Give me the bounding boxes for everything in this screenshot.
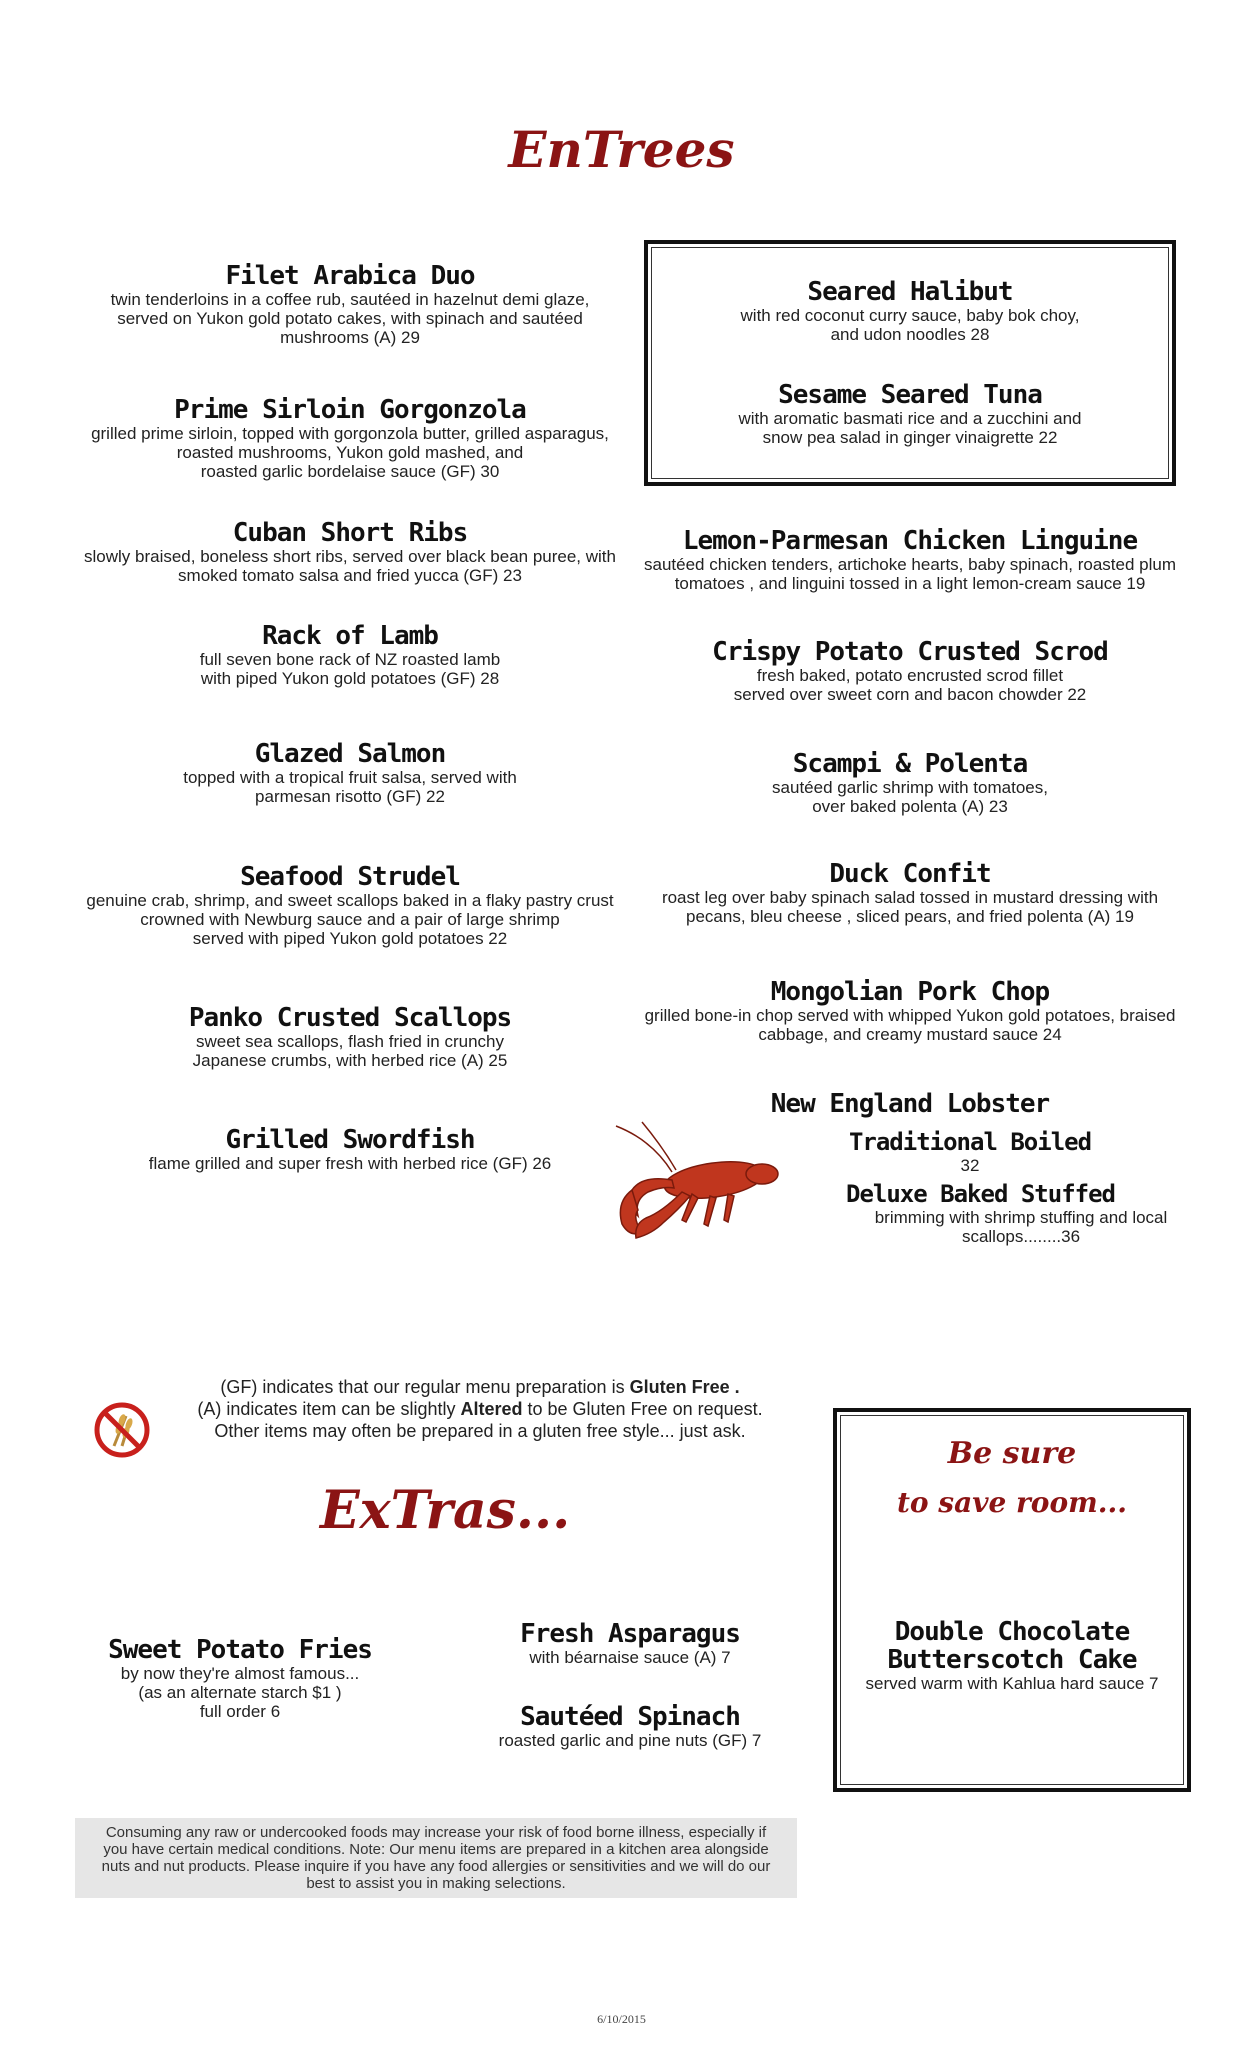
right-entree-item-desc: over baked polenta (A) 23: [812, 797, 1008, 816]
lobster-stuffed: [846, 1180, 1186, 1246]
left-entree-item-name: Glazed Salmon: [254, 739, 446, 769]
boxed-entree-item-name: Seared Halibut: [807, 277, 1013, 307]
left-entree-item-desc: roasted garlic bordelaise sauce (GF) 30: [200, 462, 500, 481]
disclaimer-line: best to assist you in making selections.: [306, 1875, 566, 1892]
lobster-boiled-price: 32: [960, 1156, 980, 1175]
left-entree-item-desc: genuine crab, shrimp, and sweet scallops baked in a flaky pastry crust: [86, 891, 614, 910]
left-entree-item: [70, 519, 630, 585]
right-entree-item-desc: tomatoes , and linguini tossed in a light lemon-cream sauce 19: [674, 574, 1146, 593]
left-entree-item-name: Seafood Strudel: [240, 862, 460, 892]
boxed-entree-item-desc: snow pea salad in ginger vinaigrette 22: [762, 428, 1058, 447]
left-entree-item-desc: mushrooms (A) 29: [280, 328, 420, 347]
extra-item: [470, 1703, 790, 1750]
extra-item-name: Fresh Asparagus: [520, 1619, 740, 1649]
left-entree-item-name: Prime Sirloin Gorgonzola: [174, 395, 526, 425]
boxed-entree-item-desc: with aromatic basmati rice and a zucchini and: [738, 409, 1082, 428]
dessert-heading-line2: to save room...: [896, 1486, 1128, 1519]
right-entree-item-desc: pecans, bleu cheese , sliced pears, and fried polenta (A) 19: [686, 907, 1134, 926]
extra-item-desc: by now they're almost famous...: [120, 1664, 360, 1683]
lobster-stuffed-desc-line: scallops........36: [961, 1227, 1081, 1246]
dessert-desc: served warm with Kahlua hard sauce 7: [865, 1674, 1159, 1693]
extra-item: [470, 1620, 790, 1667]
left-entree-item: [70, 863, 630, 948]
left-entree-item-desc: crowned with Newburg sauce and a pair of large shrimp: [140, 910, 560, 929]
extras-heading: ExTras...: [320, 1480, 571, 1541]
left-entree-item-desc: Japanese crumbs, with herbed rice (A) 25: [192, 1051, 508, 1070]
lobster-boiled-name: Traditional Boiled: [848, 1128, 1092, 1156]
food-safety-disclaimer: [75, 1818, 797, 1898]
left-entree-item-name: Rack of Lamb: [262, 621, 438, 651]
right-entree-item-name: Lemon-Parmesan Chicken Linguine: [682, 526, 1138, 556]
gluten-free-legend: [160, 1376, 800, 1442]
boxed-entree-item-name: Sesame Seared Tuna: [778, 380, 1042, 410]
left-entree-item-desc: slowly braised, boneless short ribs, served over black bean puree, with: [84, 547, 616, 566]
left-entree-item-desc: smoked tomato salsa and fried yucca (GF) 23: [178, 566, 522, 585]
right-entree-item-name: Duck Confit: [829, 859, 991, 889]
right-entree-item-name: Scampi & Polenta: [792, 749, 1028, 779]
disclaimer-line: you have certain medical conditions. Note: Our menu items are prepared in a kitchen area alongside: [103, 1841, 769, 1858]
left-entree-item-desc: roasted mushrooms, Yukon gold mashed, and: [176, 443, 524, 462]
left-entree-item-desc: full seven bone rack of NZ roasted lamb: [199, 650, 501, 669]
boxed-entree-item-desc: with red coconut curry sauce, baby bok choy,: [740, 306, 1080, 325]
lobster-title: New England Lobster: [770, 1089, 1050, 1119]
left-entree-item-desc: served on Yukon gold potato cakes, with spinach and sautéed: [117, 309, 583, 328]
lobster-stuffed-desc-line: brimming with shrimp stuffing and local: [874, 1208, 1168, 1227]
disclaimer-line: Consuming any raw or undercooked foods may increase your risk of food borne illness, especially if: [105, 1824, 767, 1841]
left-entree-item-desc: twin tenderloins in a coffee rub, sautéed in hazelnut demi glaze,: [110, 290, 590, 309]
left-entree-item-name: Grilled Swordfish: [225, 1125, 475, 1155]
lobster-stuffed-name: Deluxe Baked Stuffed: [846, 1180, 1115, 1208]
left-entree-item-name: Panko Crusted Scallops: [188, 1003, 512, 1033]
right-entree-item-desc: sautéed garlic shrimp with tomatoes,: [772, 778, 1048, 797]
right-entree-item-name: Mongolian Pork Chop: [770, 977, 1050, 1007]
left-entree-item-name: Cuban Short Ribs: [232, 518, 468, 548]
left-entree-item-desc: parmesan risotto (GF) 22: [255, 787, 445, 806]
right-entree-item-desc: roast leg over baby spinach salad tossed in mustard dressing with: [661, 888, 1159, 907]
disclaimer-line: nuts and nut products. Please inquire if you have any food allergies or sensitivities and we will do our: [101, 1858, 771, 1875]
right-entree-item-desc: sautéed chicken tenders, artichoke hearts, baby spinach, roasted plum: [643, 555, 1177, 574]
extra-item-desc: roasted garlic and pine nuts (GF) 7: [498, 1731, 762, 1750]
left-entree-item: [70, 1126, 630, 1173]
extra-item: [100, 1636, 380, 1721]
entrees-heading: EnTrees: [508, 120, 735, 179]
right-entree-item-name: Crispy Potato Crusted Scrod: [712, 637, 1108, 667]
left-entree-item: [70, 740, 630, 806]
lobster-illustration: [612, 1120, 788, 1246]
right-entree-item-desc: cabbage, and creamy mustard sauce 24: [758, 1025, 1062, 1044]
legend-line-gf: (GF) indicates that our regular menu preparation is Gluten Free .: [220, 1377, 740, 1397]
left-entree-item-desc: flame grilled and super fresh with herbed rice (GF) 26: [148, 1154, 552, 1173]
no-gluten-icon: [92, 1400, 152, 1460]
left-entree-item-desc: with piped Yukon gold potatoes (GF) 28: [200, 669, 500, 688]
boxed-entree-item: [652, 278, 1168, 344]
menu-date: 6/10/2015: [597, 2012, 646, 2026]
dessert-item: [833, 1618, 1191, 1693]
dessert-name-line2: Butterscotch Cake: [887, 1645, 1137, 1675]
extra-item-name: Sweet Potato Fries: [108, 1635, 372, 1665]
right-entree-item: [640, 860, 1180, 926]
left-entree-item-desc: grilled prime sirloin, topped with gorgonzola butter, grilled asparagus,: [91, 424, 609, 443]
lobster-boiled: [840, 1128, 1100, 1175]
left-entree-item-desc: sweet sea scallops, flash fried in crunchy: [195, 1032, 505, 1051]
legend-line-a: (A) indicates item can be slightly Altered to be Gluten Free on request.: [197, 1399, 763, 1419]
left-entree-item-desc: served with piped Yukon gold potatoes 22: [192, 929, 508, 948]
left-entree-item: [70, 1004, 630, 1070]
right-entree-item-desc: grilled bone-in chop served with whipped Yukon gold potatoes, braised: [644, 1006, 1176, 1025]
dessert-name-line1: Double Chocolate: [894, 1617, 1130, 1647]
boxed-entree-item-desc: and udon noodles 28: [830, 325, 990, 344]
dessert-heading-line1: Be sure: [947, 1436, 1077, 1471]
left-entree-item: [70, 622, 630, 688]
left-entree-item-name: Filet Arabica Duo: [225, 261, 475, 291]
right-entree-item-desc: served over sweet corn and bacon chowder 22: [733, 685, 1087, 704]
boxed-entree-item: [652, 381, 1168, 447]
right-entree-item: [640, 527, 1180, 593]
extra-item-desc: with béarnaise sauce (A) 7: [529, 1648, 731, 1667]
left-entree-item: [70, 396, 630, 481]
left-entree-item: [70, 262, 630, 347]
lobster-section: [640, 1090, 1180, 1118]
extra-item-name: Sautéed Spinach: [520, 1702, 740, 1732]
right-entree-item: [640, 638, 1180, 704]
extra-item-desc: (as an alternate starch $1 ): [138, 1683, 342, 1702]
right-entree-item-desc: fresh baked, potato encrusted scrod fillet: [756, 666, 1064, 685]
extra-item-desc: full order 6: [199, 1702, 281, 1721]
legend-line-other: Other items may often be prepared in a gluten free style... just ask.: [214, 1421, 746, 1441]
left-entree-item-desc: topped with a tropical fruit salsa, served with: [183, 768, 517, 787]
right-entree-item: [640, 978, 1180, 1044]
right-entree-item: [640, 750, 1180, 816]
